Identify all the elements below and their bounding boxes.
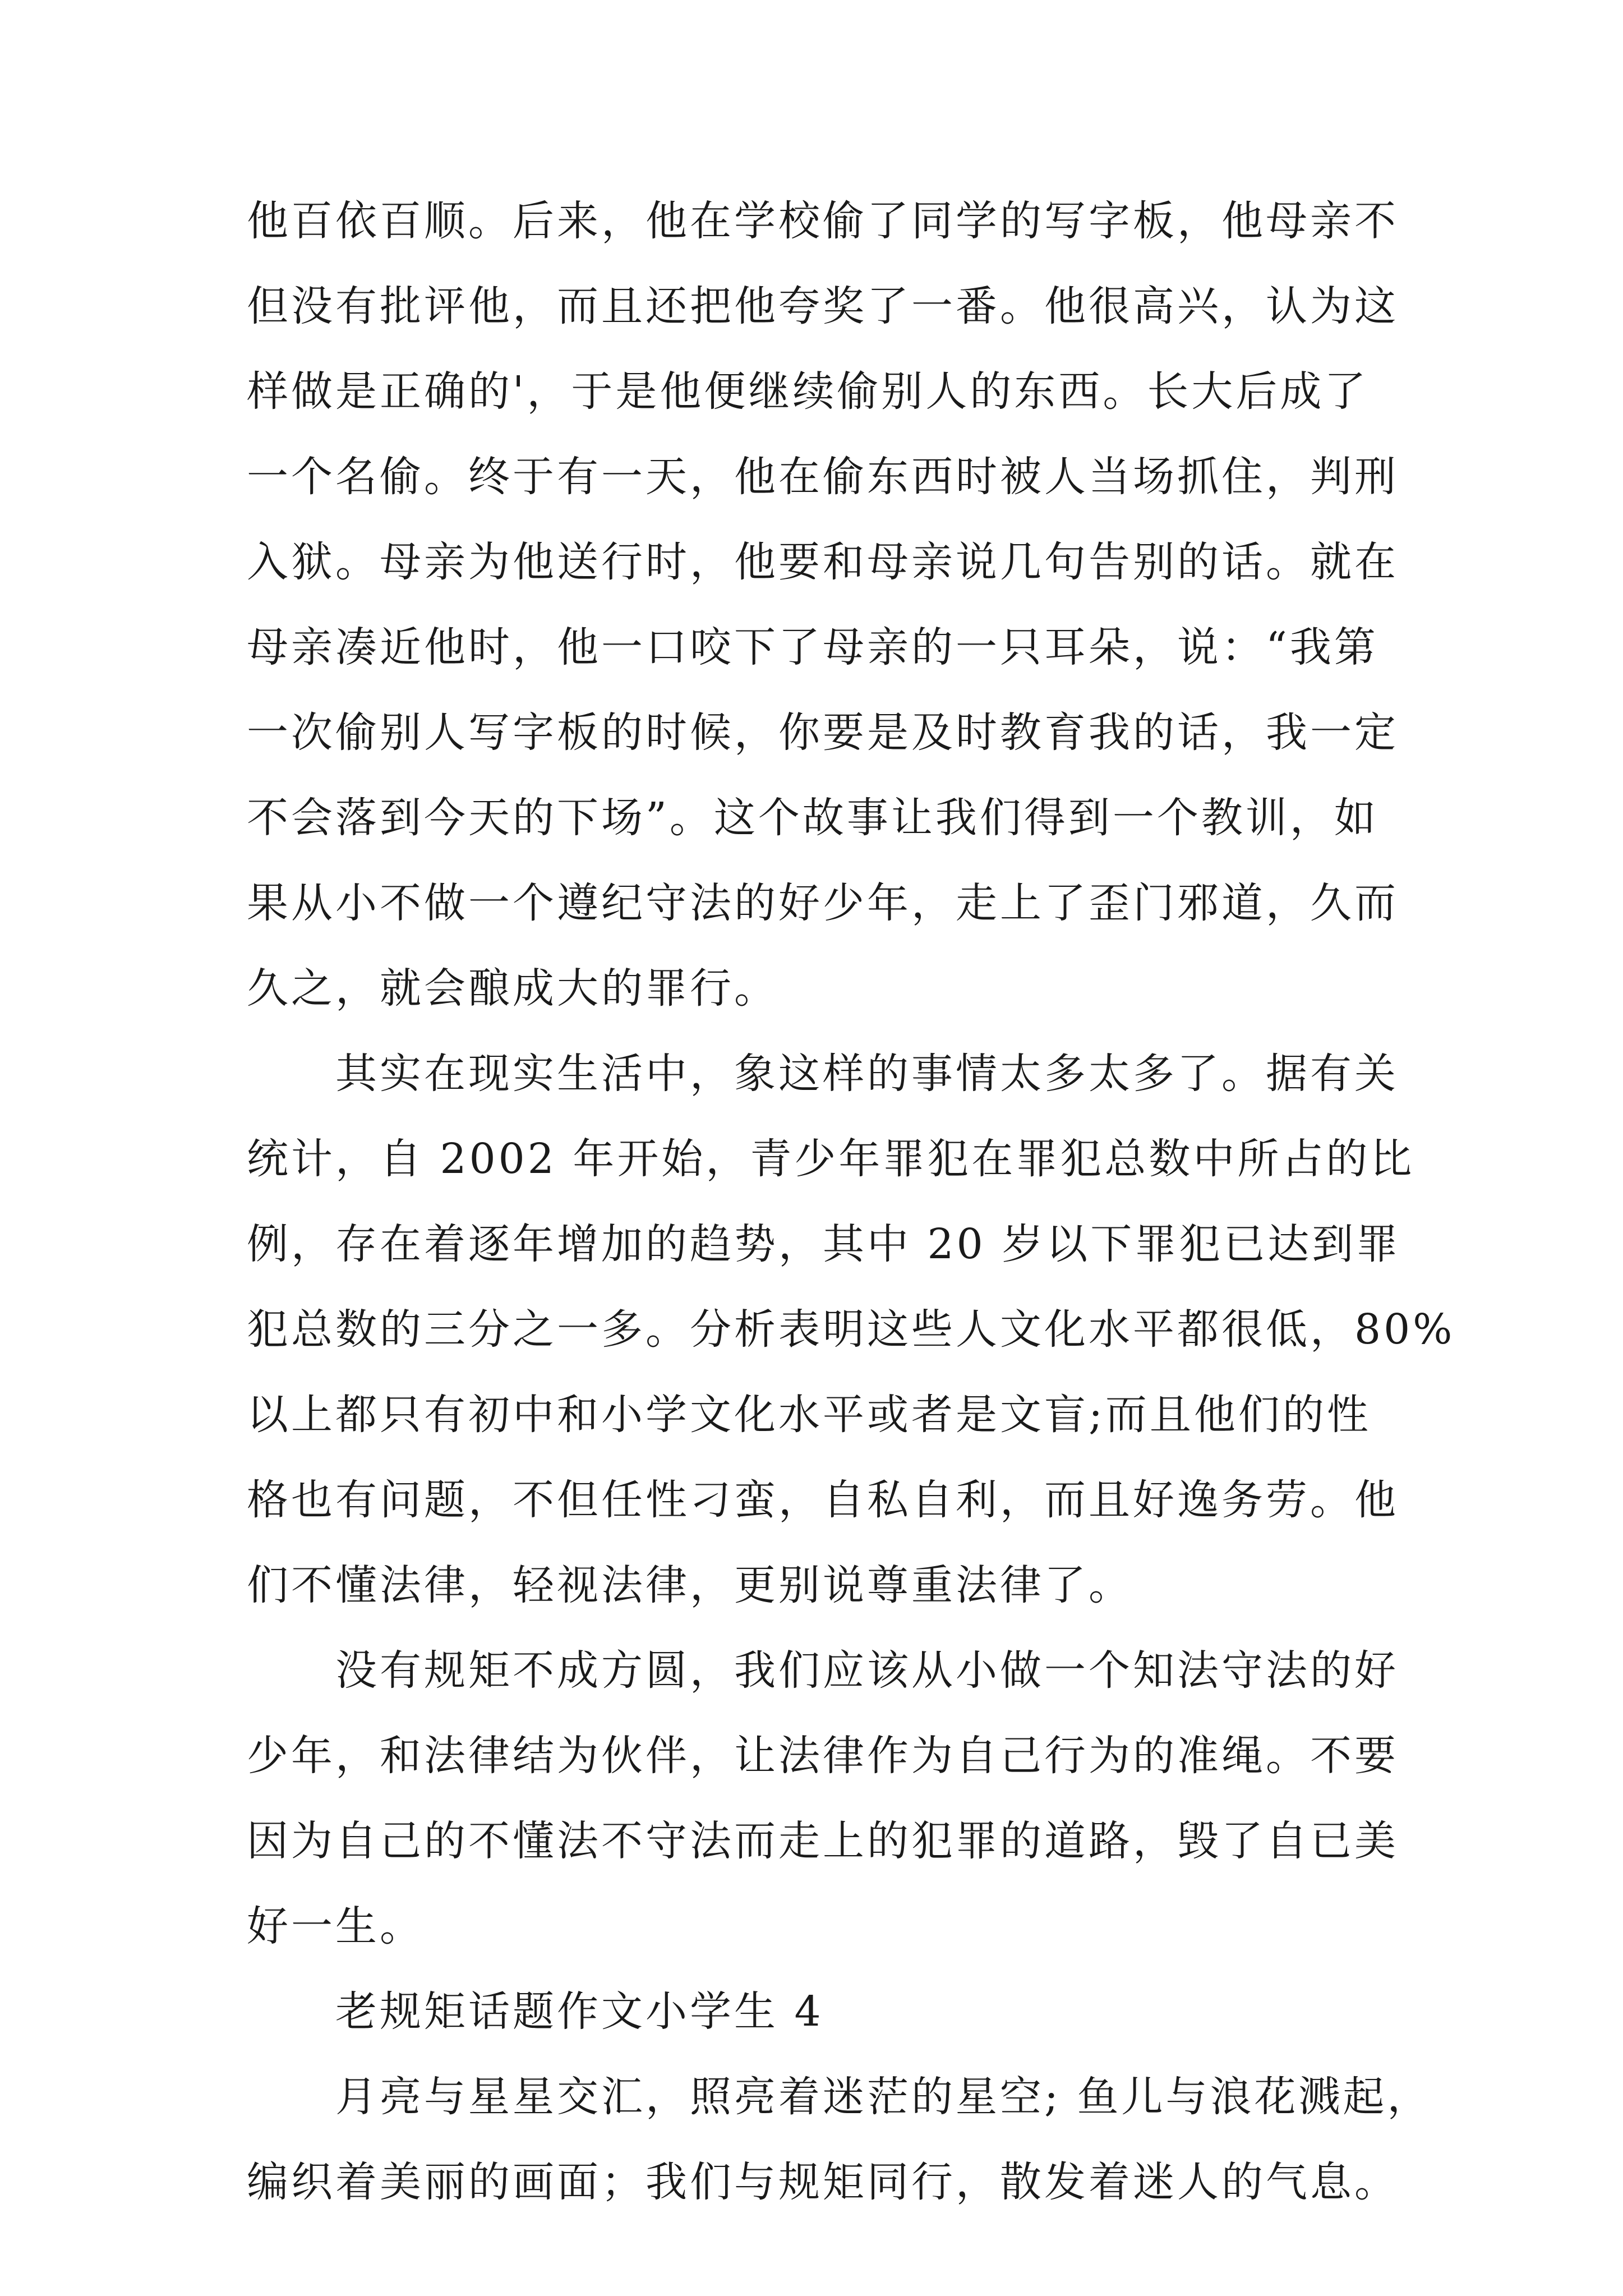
text-line: 但没有批评他，而且还把他夸奖了一番。他很高兴，认为这	[247, 282, 1399, 330]
text-line: 好一生。	[247, 1902, 424, 1950]
text-line: 其实在现实生活中，象这样的事情太多太多了。据有关	[335, 1050, 1399, 1098]
text-line: 少年，和法律结为伙伴，让法律作为自己行为的准绳。不要	[247, 1732, 1399, 1780]
text-line: 入狱。母亲为他送行时，他要和母亲说几句告别的话。就在	[247, 538, 1399, 586]
text-line: 不会落到今天的下场”。这个故事让我们得到一个教训，如	[247, 794, 1378, 842]
text-line: 格也有问题，不但任性刁蛮，自私自利，而且好逸务劳。他	[247, 1476, 1399, 1524]
text-line: 编织着美丽的画面；我们与规矩同行，散发着迷人的气息。	[247, 2158, 1399, 2206]
text-line: 没有规矩不成方圆，我们应该从小做一个知法守法的好	[335, 1646, 1399, 1695]
text-line: 母亲凑近他时，他一口咬下了母亲的一只耳朵，说：“我第	[247, 623, 1378, 671]
text-line: 例，存在着逐年增加的趋势，其中 20 岁以下罪犯已达到罪	[247, 1220, 1401, 1268]
body-text	[247, 178, 1455, 2225]
text-line: 们不懂法律，轻视法律，更别说尊重法律了。	[247, 1561, 1133, 1609]
text-line: 老规矩话题作文小学生 4	[335, 1987, 824, 2036]
text-line: 久之，就会酿成大的罪行。	[247, 964, 778, 1013]
text-line: 以上都只有初中和小学文化水平或者是文盲;而且他们的性	[247, 1391, 1371, 1439]
text-line: 一次偷别人写字板的时候，你要是及时教育我的话，我一定	[247, 708, 1399, 757]
text-line: 统计，自 2002 年开始，青少年罪犯在罪犯总数中所占的比	[247, 1135, 1415, 1183]
text-line: 一个名偷。终于有一天，他在偷东西时被人当场抓住，判刑	[247, 453, 1399, 501]
text-line: 因为自己的不懂法不守法而走上的犯罪的道路，毁了自已美	[247, 1817, 1399, 1865]
text-line: 犯总数的三分之一多。分析表明这些人文化水平都很低，80%	[247, 1305, 1455, 1354]
text-line: 样做是正确的'，于是他便继续偷别人的东西。长大后成了	[247, 367, 1369, 416]
text-line: 他百依百顺。后来，他在学校偷了同学的写字板，他母亲不	[247, 197, 1399, 245]
text-line: 月亮与星星交汇，照亮着迷茫的星空; 鱼儿与浪花溅起，	[335, 2073, 1432, 2121]
text-line: 果从小不做一个遵纪守法的好少年，走上了歪门邪道，久而	[247, 879, 1399, 927]
